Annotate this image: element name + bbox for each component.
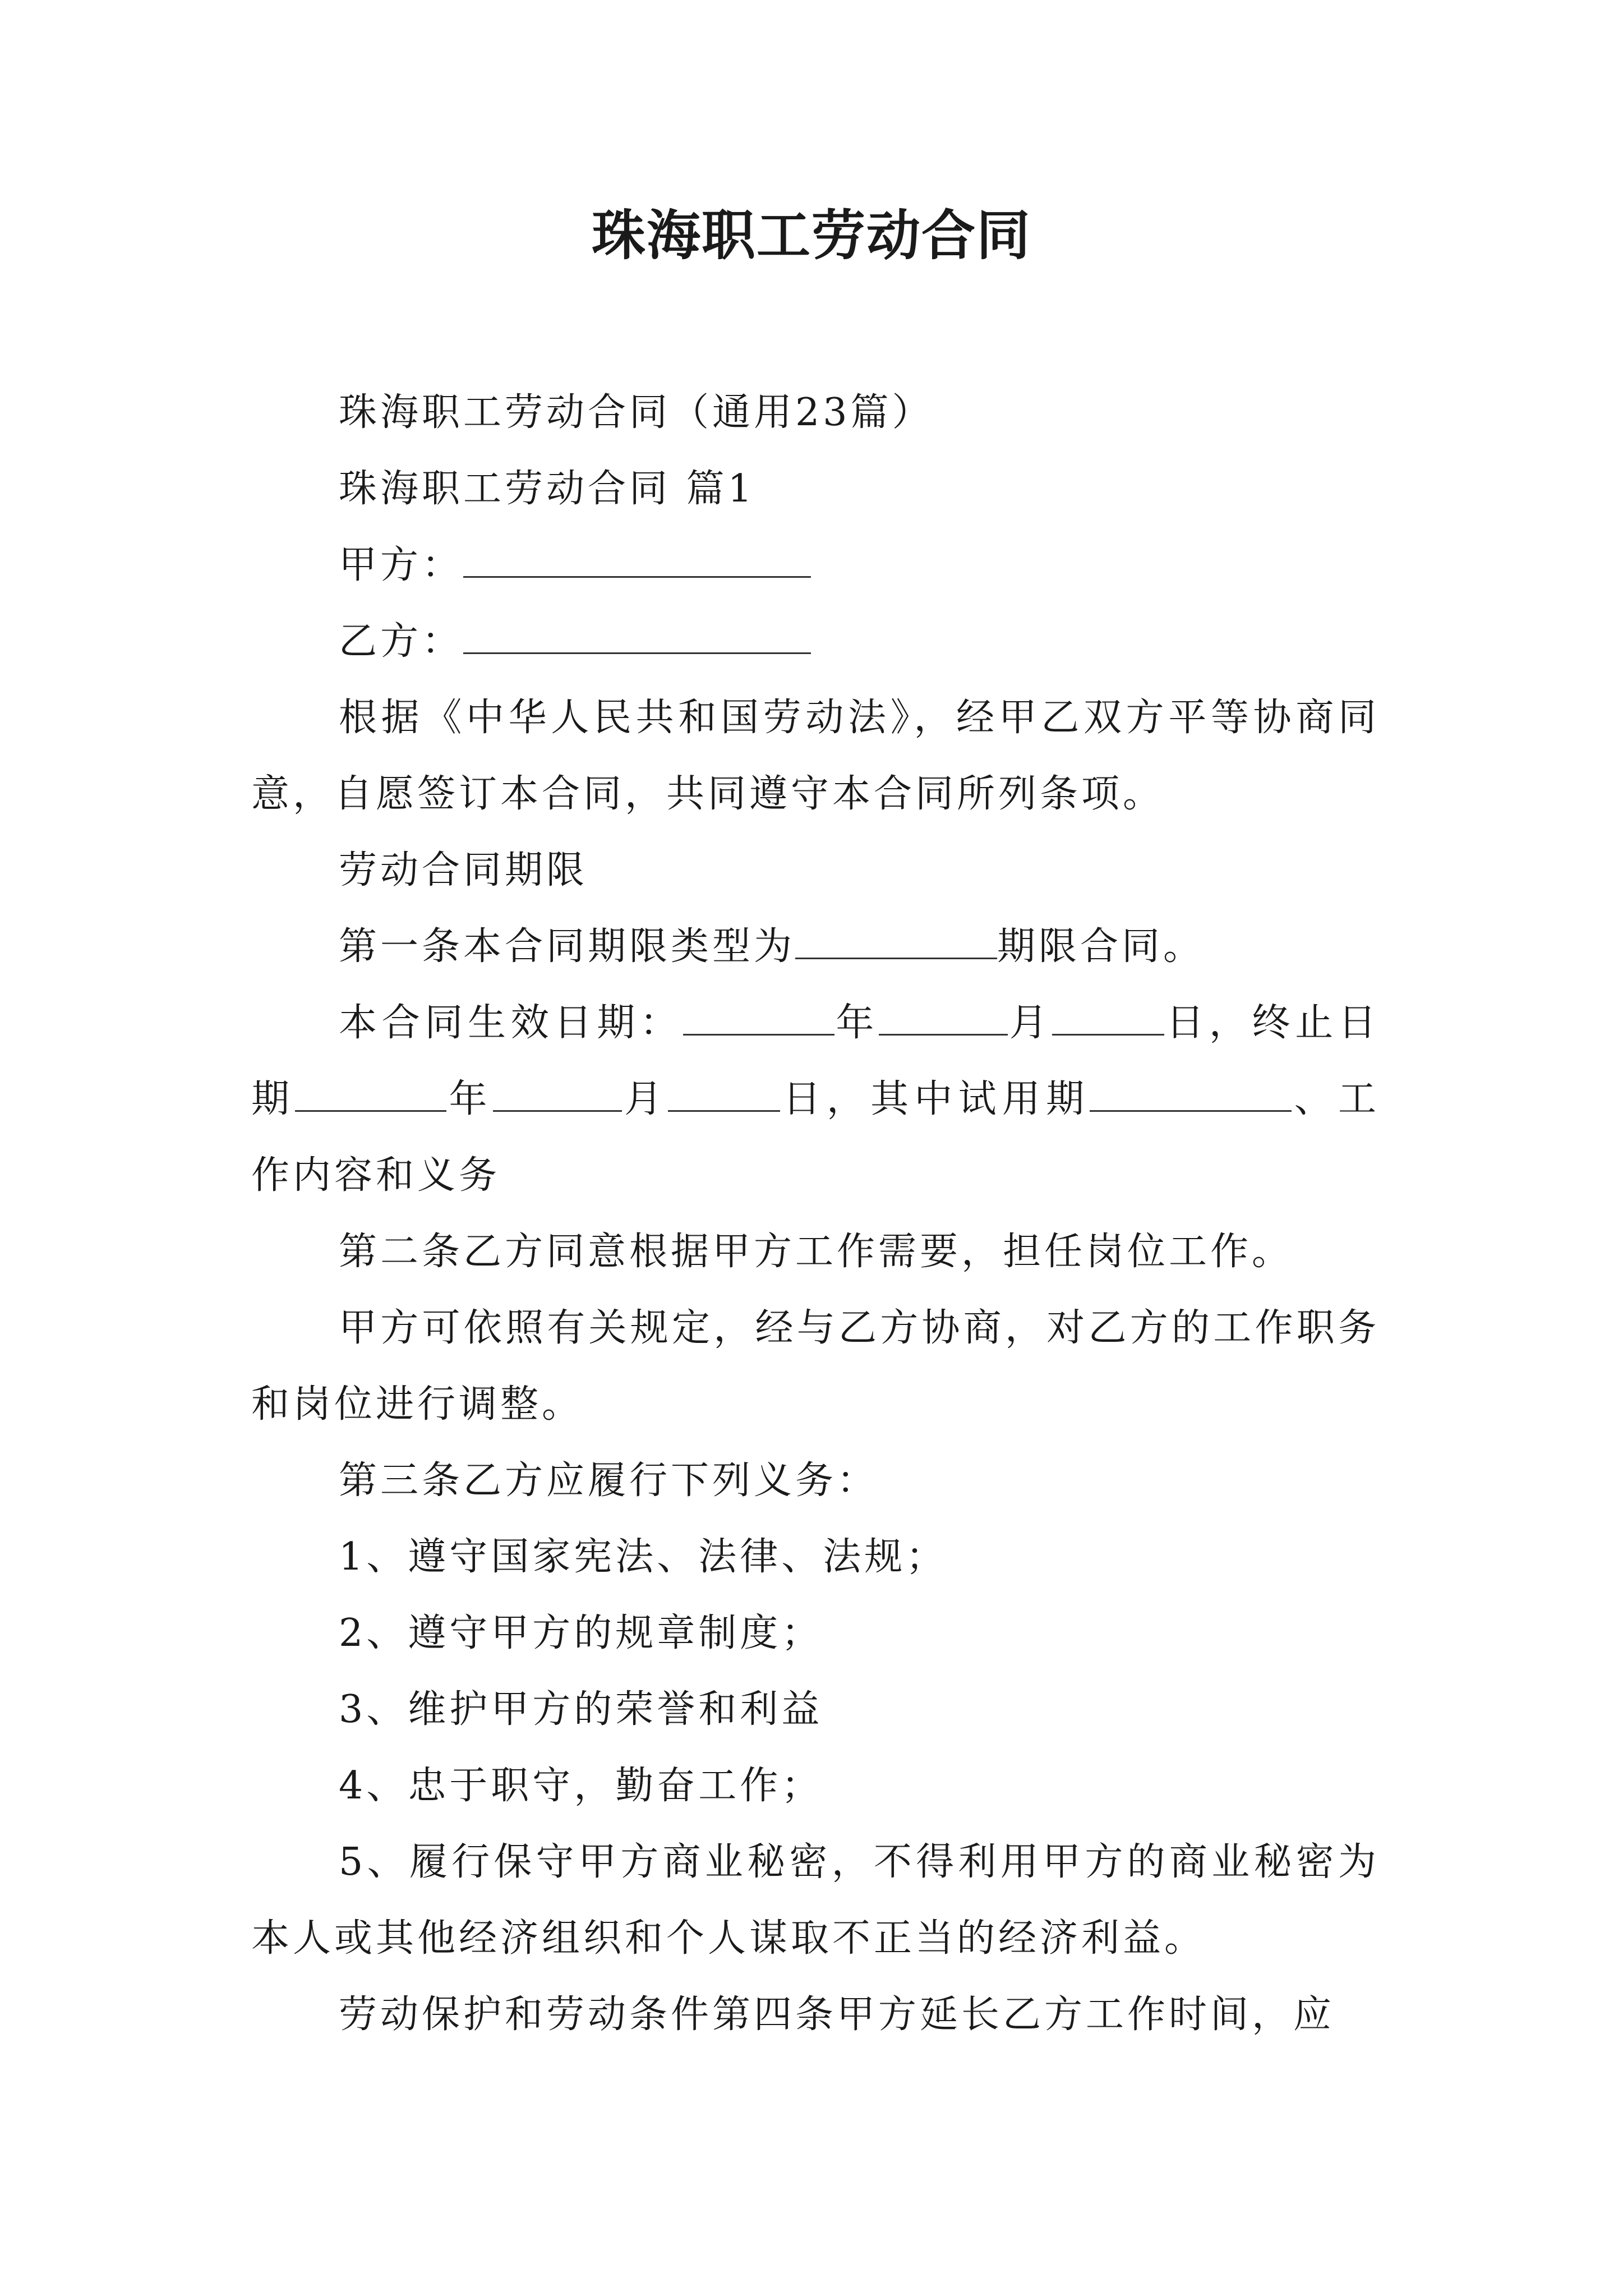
article-1-text-end: 期限合同。 [997, 924, 1205, 969]
year-label-2: 年 [446, 1077, 493, 1121]
paragraph-section-heading: 珠海职工劳动合同 篇1 [339, 467, 755, 511]
probation-label: 日，其中试用期 [780, 1077, 1090, 1121]
paragraph-contract-term-heading: 劳动合同期限 [339, 848, 588, 892]
month-label: 月 [1008, 1001, 1053, 1045]
party-b-label: 乙方： [339, 619, 464, 664]
end-day-blank [668, 1076, 780, 1112]
probation-blank [1090, 1076, 1292, 1112]
paragraph-article-3: 第三条乙方应履行下列义务： [339, 1458, 879, 1503]
end-month-blank [493, 1076, 622, 1112]
list-item-5: 5、履行保守甲方商业秘密，不得利用甲方的商业秘密为本人或其他经济组织和个人谋取不正当的经济利益。 [251, 1840, 1380, 1961]
party-b-line [251, 604, 1380, 680]
party-b-blank [463, 619, 811, 654]
start-day-blank [1052, 1000, 1164, 1036]
paragraph-adjustment: 甲方可依照有关规定，经与乙方协商，对乙方的工作职务和岗位进行调整。 [251, 1306, 1380, 1427]
party-a-label: 甲方： [339, 543, 464, 587]
paragraph-article-2: 第二条乙方同意根据甲方工作需要，担任岗位工作。 [339, 1230, 1294, 1274]
start-year-blank [683, 1000, 834, 1036]
list-item-2: 2、遵守甲方的规章制度； [339, 1611, 823, 1655]
effective-date-label: 本合同生效日期： [339, 1001, 683, 1045]
party-a-blank [463, 542, 811, 578]
start-month-blank [879, 1000, 1008, 1036]
article-1-text: 第一条本合同期限类型为 [339, 924, 796, 969]
end-date-label: 日，终止日期 [251, 1001, 1380, 1121]
paragraph-subtitle: 珠海职工劳动合同（通用23篇） [339, 390, 934, 435]
paragraph-effective-date [251, 985, 1380, 1214]
year-label: 年 [834, 1001, 879, 1045]
document-title: 珠海职工劳动合同 [592, 204, 1031, 267]
month-label-2: 月 [621, 1077, 668, 1121]
paragraph-article-1 [251, 909, 1380, 985]
paragraph-article-4: 劳动保护和劳动条件第四条甲方延长乙方工作时间，应 [339, 1993, 1335, 2037]
paragraph-preamble: 根据《中华人民共和国劳动法》，经甲乙双方平等协商同意，自愿签订本合同，共同遵守本合同所列条项。 [251, 696, 1380, 816]
party-a-line [251, 527, 1380, 604]
document-body [251, 375, 1380, 2053]
list-item-3: 3、维护甲方的荣誉和利益 [339, 1687, 823, 1732]
work-content-heading: 、工作内容和义务 [251, 1077, 1380, 1198]
list-item-4: 4、忠于职守，勤奋工作； [339, 1764, 823, 1808]
list-item-1: 1、遵守国家宪法、法律、法规； [339, 1535, 948, 1579]
end-year-blank [295, 1076, 446, 1112]
term-type-blank [795, 924, 997, 959]
